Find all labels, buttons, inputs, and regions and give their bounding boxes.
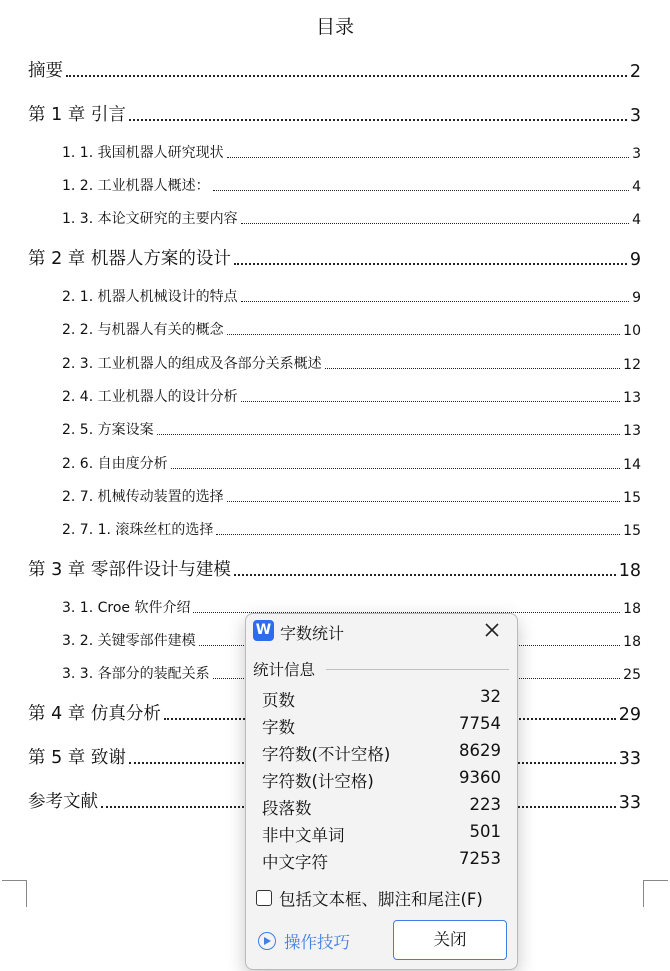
toc-page-number: 33 [618, 749, 641, 769]
toc-entry-section-2-2[interactable] [0, 319, 670, 339]
toc-page-number: 12 [623, 357, 641, 373]
toc-entry-label: 2. 7. 机械传动装置的选择 [62, 489, 224, 505]
toc-entry-label: 第 2 章 机器人方案的设计 [28, 249, 231, 269]
stat-row-non-chinese-words [262, 822, 501, 846]
include-textboxes-label: 包括文本框、脚注和尾注(F) [279, 890, 483, 909]
toc-entry-label: 参考文献 [28, 792, 98, 812]
toc-page-number: 3 [629, 106, 641, 126]
toc-entry-label: 2. 7. 1. 滚珠丝杠的选择 [62, 522, 214, 538]
toc-entry-label: 1. 2. 工业机器人概述： [62, 178, 210, 194]
toc-entry-chapter-1[interactable] [0, 102, 670, 126]
dialog-title: 字数统计 [280, 624, 345, 643]
toc-entry-label: 第 3 章 零部件设计与建模 [28, 560, 231, 580]
include-textboxes-checkbox[interactable] [256, 890, 272, 906]
toc-page-number: 29 [618, 705, 641, 725]
toc-page-number: 10 [623, 323, 641, 339]
close-icon[interactable] [481, 619, 503, 641]
toc-entry-section-2-1[interactable] [0, 286, 670, 306]
toc-leader-dots [241, 301, 629, 302]
play-circle-icon [258, 932, 276, 950]
group-divider [326, 669, 509, 670]
toc-leader-dots [171, 468, 621, 469]
toc-leader-dots [129, 119, 627, 121]
stat-row-pages [262, 687, 501, 711]
toc-page-number: 18 [623, 601, 641, 617]
toc-page-number: 33 [618, 793, 641, 813]
stat-label: 非中文单词 [262, 826, 345, 845]
toc-entry-label: 1. 3. 本论文研究的主要内容 [62, 211, 238, 227]
stat-value: 223 [469, 795, 501, 814]
page-corner-mark-right [643, 880, 668, 907]
stat-value: 8629 [459, 741, 501, 760]
stat-value: 501 [469, 822, 501, 841]
wps-writer-icon: W [253, 620, 274, 641]
toc-entry-abstract[interactable] [0, 58, 670, 82]
stat-value: 9360 [459, 768, 501, 787]
toc-page-number: 14 [623, 457, 641, 473]
toc-page-number: 13 [623, 390, 641, 406]
toc-page-number: 25 [623, 667, 641, 683]
toc-leader-dots [227, 334, 621, 335]
stat-label: 字数 [262, 718, 295, 737]
toc-entry-label: 1. 1. 我国机器人研究现状 [62, 145, 224, 161]
stat-row-paragraphs [262, 795, 501, 819]
tips-link[interactable] [258, 929, 350, 953]
toc-entry-label: 第 5 章 致谢 [28, 748, 126, 768]
toc-entry-chapter-2[interactable] [0, 246, 670, 270]
dialog-titlebar[interactable] [246, 614, 517, 650]
include-textboxes-option[interactable] [256, 886, 483, 910]
toc-page-number: 18 [618, 561, 641, 581]
page-corner-mark-left [2, 880, 27, 907]
stat-value: 7754 [459, 714, 501, 733]
stat-value: 7253 [459, 849, 501, 868]
toc-page-number: 2 [629, 62, 641, 82]
toc-page-number: 3 [632, 146, 641, 162]
toc-entry-section-1-2[interactable] [0, 175, 670, 195]
toc-entry-label: 3. 2. 关键零部件建模 [62, 633, 196, 649]
toc-page-number: 15 [623, 490, 641, 506]
toc-entry-section-1-3[interactable] [0, 208, 670, 228]
stat-label: 中文字符 [262, 853, 328, 872]
toc-entry-section-1-1[interactable] [0, 142, 670, 162]
toc-entry-label: 3. 1. Croe 软件介绍 [62, 600, 191, 616]
stat-label: 页数 [262, 691, 295, 710]
toc-page-number: 9 [632, 290, 641, 306]
word-count-dialog [245, 613, 518, 970]
toc-entry-label: 2. 2. 与机器人有关的概念 [62, 322, 224, 338]
toc-page-number: 4 [632, 212, 641, 228]
toc-leader-dots [325, 368, 621, 369]
toc-entry-label: 2. 6. 自由度分析 [62, 456, 168, 472]
toc-entry-section-2-7[interactable] [0, 486, 670, 506]
stat-label: 段落数 [262, 799, 312, 818]
stat-value: 32 [480, 687, 501, 706]
stats-group-label: 统计信息 [253, 658, 319, 680]
toc-page-number: 15 [623, 523, 641, 539]
toc-entry-section-2-3[interactable] [0, 353, 670, 373]
toc-page-number: 4 [632, 179, 641, 195]
toc-leader-dots [216, 534, 620, 535]
toc-leader-dots [157, 434, 621, 435]
toc-entry-label: 2. 4. 工业机器人的设计分析 [62, 389, 238, 405]
toc-leader-dots [227, 157, 629, 158]
tips-label: 操作技巧 [284, 933, 350, 952]
toc-leader-dots [234, 574, 616, 576]
toc-entry-label: 2. 1. 机器人机械设计的特点 [62, 289, 238, 305]
toc-leader-dots [241, 223, 629, 224]
toc-entry-label: 摘要 [28, 61, 63, 81]
stat-row-chars-no-spaces [262, 741, 501, 765]
toc-leader-dots [227, 501, 621, 502]
toc-page-number: 13 [623, 423, 641, 439]
toc-entry-section-2-6[interactable] [0, 453, 670, 473]
stat-label: 字符数(计空格) [262, 772, 374, 791]
toc-entry-section-2-4[interactable] [0, 386, 670, 406]
toc-entry-label: 2. 3. 工业机器人的组成及各部分关系概述 [62, 356, 322, 372]
toc-leader-dots [66, 75, 627, 77]
toc-entry-label: 3. 3. 各部分的装配关系 [62, 666, 210, 682]
toc-entry-section-2-7-1[interactable] [0, 519, 670, 539]
stat-row-chars-with-spaces [262, 768, 501, 792]
toc-entry-label: 第 4 章 仿真分析 [28, 704, 161, 724]
toc-leader-dots [234, 263, 627, 265]
stat-row-words [262, 714, 501, 738]
toc-entry-section-2-5[interactable] [0, 419, 670, 439]
stat-row-chinese-chars [262, 849, 501, 873]
toc-page-number: 9 [629, 250, 641, 270]
toc-entry-label: 2. 5. 方案设案 [62, 422, 154, 438]
toc-leader-dots [241, 401, 621, 402]
toc-title: 目录 [315, 16, 354, 38]
toc-entry-chapter-3[interactable] [0, 557, 670, 581]
toc-page-number: 18 [623, 634, 641, 650]
toc-entry-label: 第 1 章 引言 [28, 105, 126, 125]
toc-leader-dots [213, 190, 629, 191]
stat-label: 字符数(不计空格) [262, 745, 391, 764]
close-button[interactable]: 关闭 [393, 920, 507, 960]
